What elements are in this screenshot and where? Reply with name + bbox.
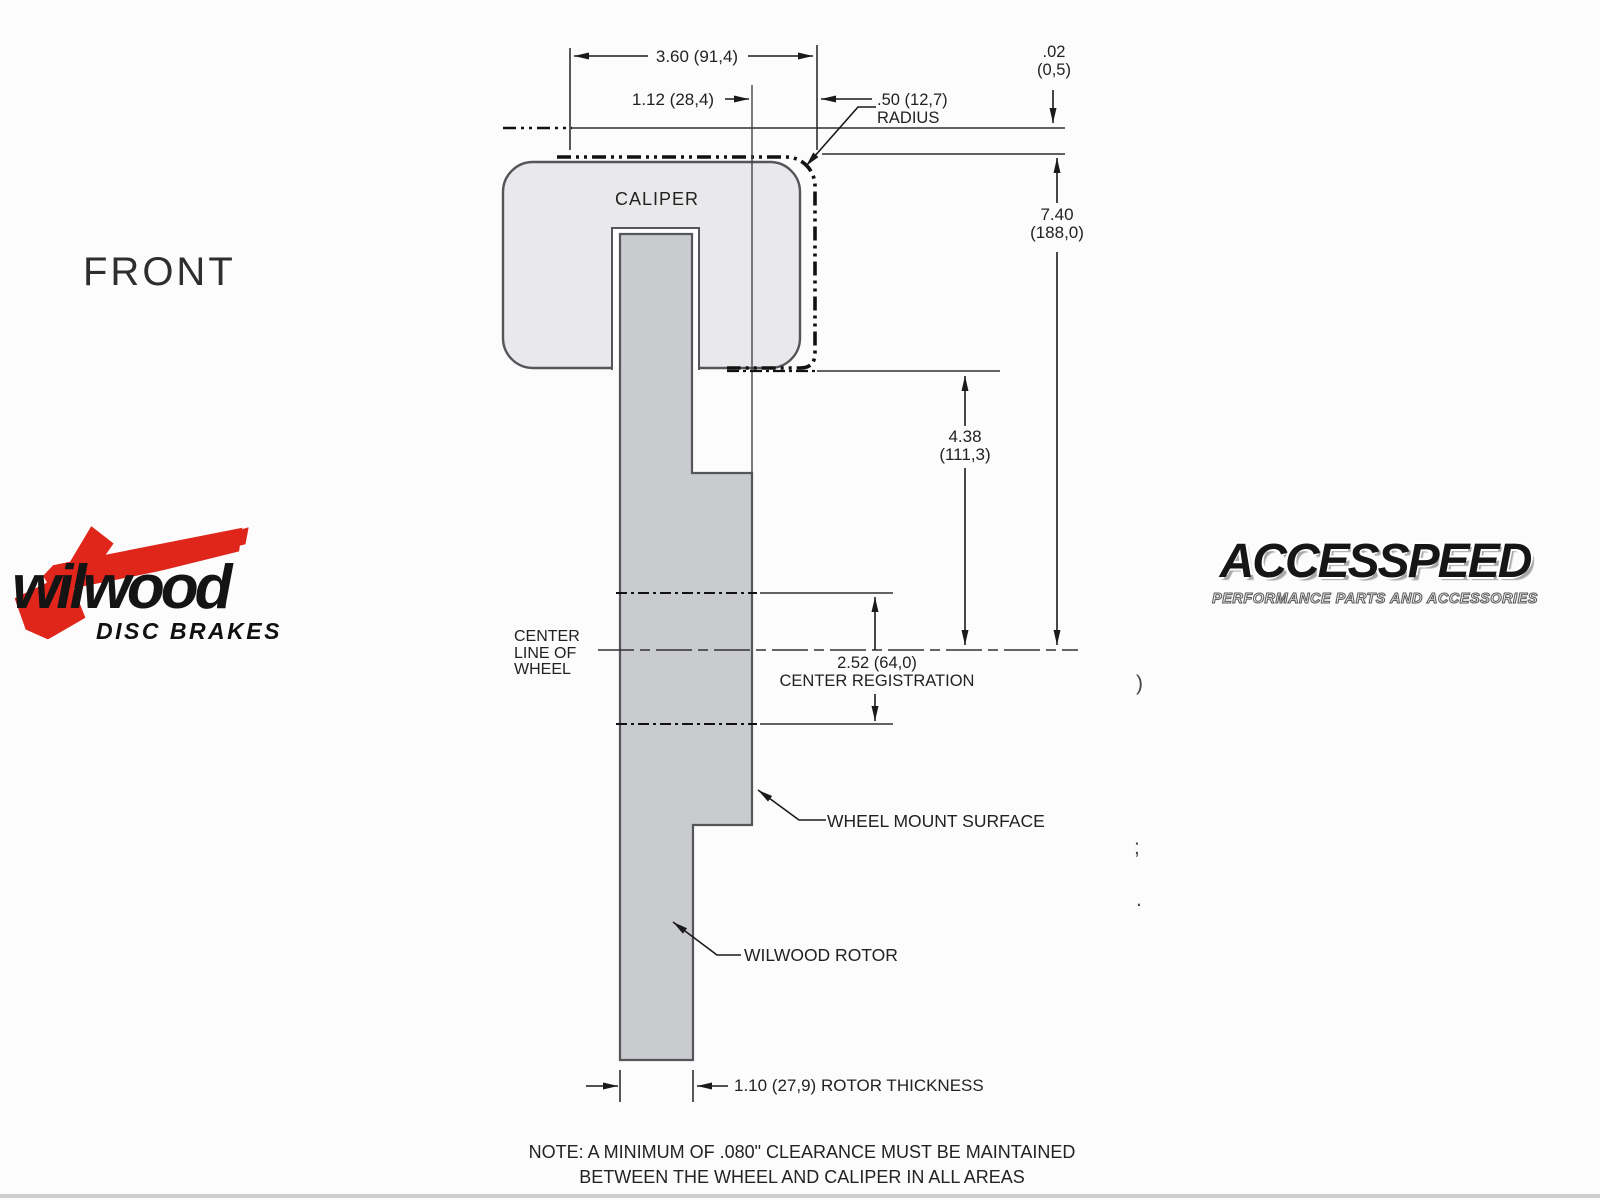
dim-rotor-thickness: 1.10 (27,9) ROTOR THICKNESS [734, 1076, 984, 1095]
wheel-mount-leader [758, 790, 826, 820]
centerline-label-line3: WHEEL [514, 661, 571, 678]
radius-value: .50 (12,7) [877, 91, 948, 109]
clearance-note [452, 1140, 1152, 1190]
wilwood-logo [12, 534, 322, 649]
wheel-mount-surface-label: WHEEL MOUNT SURFACE [827, 811, 1045, 831]
text-fragment-dot: . [1136, 888, 1142, 911]
caliper-label: CALIPER [614, 189, 700, 209]
dim-clearance-inch: .02 [1042, 43, 1066, 61]
clearance-note-line1: NOTE: A MINIMUM OF .080" CLEARANCE MUST BE MAINTAINED [528, 1142, 1076, 1162]
dim-overall-width: 3.60 (91,4) [655, 47, 739, 66]
dim-clearance [1023, 44, 1085, 79]
dim-mount-offset: 1.12 (28,4) [631, 90, 715, 109]
wilwood-wordmark: wilwood [12, 553, 229, 622]
accesspeed-logo [1190, 534, 1560, 634]
dim-clearance-metric: (0,5) [1037, 60, 1071, 79]
rotor-label: WILWOOD ROTOR [744, 945, 898, 965]
dim-overall-height-inch: 7.40 [1040, 205, 1074, 224]
text-fragment-semicolon: ; [1134, 836, 1140, 859]
dim-mount-height [925, 428, 1005, 464]
centerline-label [514, 629, 580, 679]
text-fragment-paren: ) [1136, 672, 1143, 695]
dim-overall-height [1017, 206, 1097, 242]
dim-mount-height-metric: (111,3) [939, 445, 991, 464]
centerline-label-line2: LINE OF [514, 644, 577, 662]
dim-overall-height-metric: (188,0) [1030, 223, 1084, 242]
center-registration-label: CENTER REGISTRATION [779, 671, 975, 690]
centerline-label-line1: CENTER [514, 628, 580, 645]
wilwood-tagline: DISC BRAKES [96, 618, 282, 644]
radius-word: RADIUS [877, 108, 940, 127]
clearance-note-line2: BETWEEN THE WHEEL AND CALIPER IN ALL AREAS [579, 1167, 1025, 1187]
accesspeed-wordmark: ACCESSPEED [1219, 535, 1531, 588]
accesspeed-tagline: PERFORMANCE PARTS AND ACCESSORIES [1212, 591, 1538, 607]
front-view-label: FRONT [83, 250, 236, 294]
dim-mount-height-inch: 4.38 [948, 427, 982, 446]
center-registration-value: 2.52 (64,0) [837, 654, 917, 672]
radius-callout [877, 92, 948, 127]
center-registration-callout [757, 655, 997, 690]
